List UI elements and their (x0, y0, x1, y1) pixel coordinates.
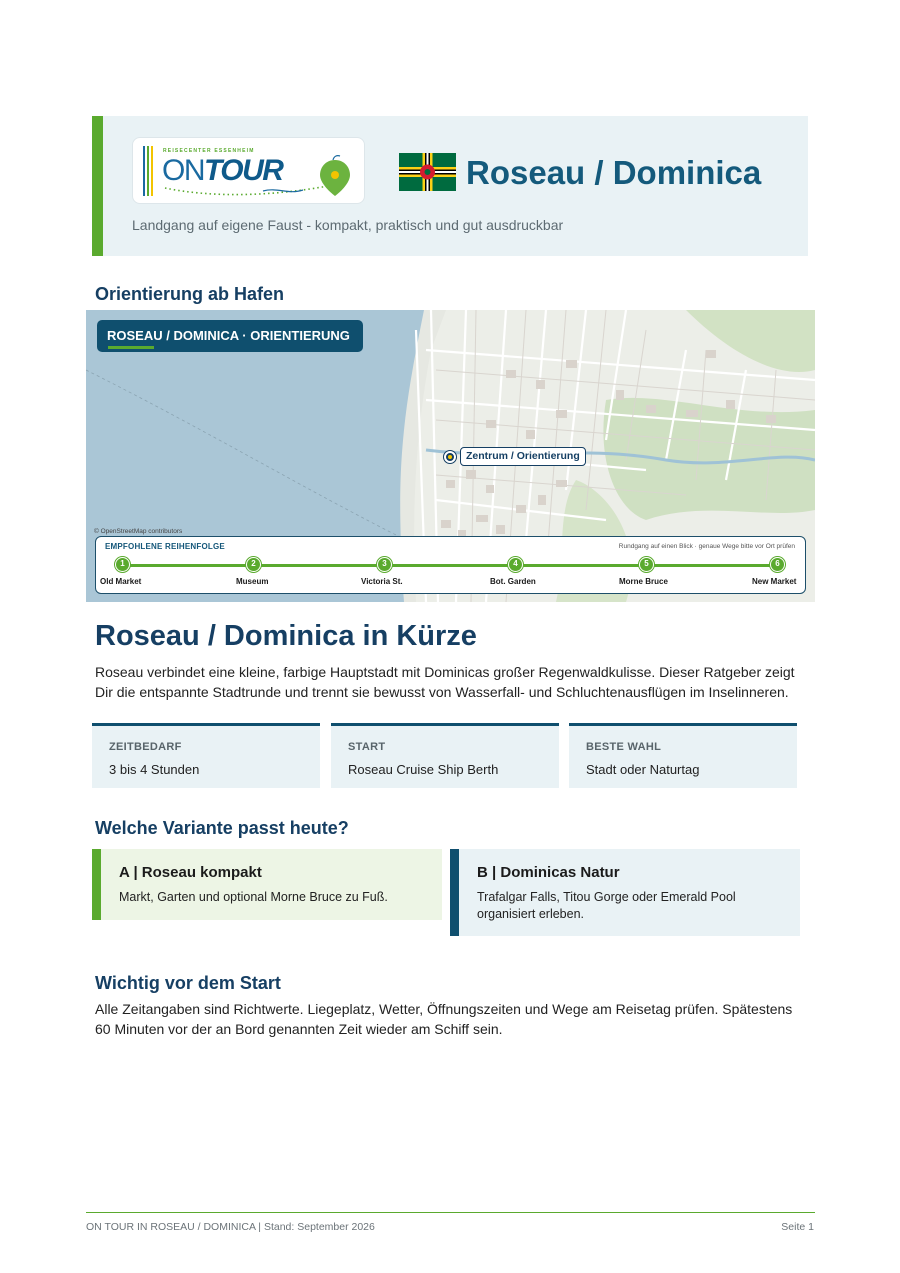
variant-title: A | Roseau kompakt (119, 864, 262, 881)
route-stop-label-2: Museum (236, 577, 269, 586)
ontour-logo (132, 137, 365, 204)
map-title-badge (97, 320, 363, 352)
map-marker-icon[interactable] (444, 451, 456, 463)
route-title: EMPFOHLENE REIHENFOLGE (105, 542, 225, 551)
fact-card-start (331, 723, 559, 788)
footer-left-text: ON TOUR IN ROSEAU / DOMINICA | Stand: September 2026 (86, 1221, 375, 1233)
route-stop-label-5: Morne Bruce (619, 577, 668, 586)
route-stop-6: 6 (770, 557, 785, 572)
orientation-map (86, 310, 815, 602)
page-title: Roseau / Dominica (466, 154, 762, 191)
route-stop-5: 5 (639, 557, 654, 572)
variant-title: B | Dominicas Natur (477, 864, 620, 881)
variant-text: Markt, Garten und optional Morne Bruce zu Fuß. (119, 890, 388, 904)
dominica-flag-icon (399, 153, 456, 191)
header-accent-bar (92, 116, 103, 256)
variant-accent-bar (450, 849, 459, 936)
route-stop-label-3: Victoria St. (361, 577, 403, 586)
fact-label: ZEITBEDARF (109, 741, 182, 753)
route-stop-4: 4 (508, 557, 523, 572)
footer-divider (86, 1212, 815, 1213)
summary-heading: Roseau / Dominica in Kürze (95, 620, 477, 652)
route-stop-label-6: New Market (752, 577, 797, 586)
route-stop-label-1: Old Market (100, 577, 142, 586)
map-marker-label: Zentrum / Orientierung (460, 447, 586, 466)
fact-value: 3 bis 4 Stunden (109, 762, 200, 777)
summary-lead: Roseau verbindet eine kleine, farbige Hauptstadt mit Dominicas großer Regenwaldkulisse. Dieser Ratgeber zeigt Dir die entspannte Stadtrunde und trennt sie bewusst von Wasserfall- und Schluchtenausflügen im Inselinneren. (95, 664, 795, 700)
fact-card-best-choice (569, 723, 797, 788)
route-line (123, 564, 778, 567)
important-heading: Wichtig vor dem Start (95, 973, 281, 993)
variant-accent-bar (92, 849, 101, 920)
map-title-text: ROSEAU / DOMINICA · ORIENTIERUNG (107, 328, 350, 343)
page-number: Seite 1 (781, 1221, 814, 1233)
header-banner (92, 116, 808, 256)
fact-label: BESTE WAHL (586, 741, 662, 753)
fact-label: START (348, 741, 386, 753)
logo-wordmark: ONTOUR (162, 154, 283, 187)
route-stop-2: 2 (246, 557, 261, 572)
fact-card-time (92, 723, 320, 788)
variant-text: Trafalgar Falls, Titou Gorge oder Emerald Pool organisiert erleben. (477, 890, 736, 921)
page-subtitle: Landgang auf eigene Faust - kompakt, praktisch und gut ausdruckbar (132, 217, 564, 233)
logo-pin-icon (317, 154, 353, 198)
logo-stripes (143, 146, 157, 196)
map-title-underline (108, 346, 154, 349)
logo-small-text: REISECENTER ESSENHEIM (163, 148, 255, 154)
variant-card-a (92, 849, 442, 920)
variant-card-b (450, 849, 800, 936)
route-note: Rundgang auf einen Blick · genaue Wege bitte vor Ort prüfen (618, 543, 795, 550)
important-text: Alle Zeitangaben sind Richtwerte. Liegeplatz, Wetter, Öffnungszeiten und Wege am Reisetag prüfen. Spätestens 60 Minuten vor der an Bord genannten Zeit wieder am Schiff sein. (95, 1001, 793, 1037)
map-attribution: © OpenStreetMap contributors (94, 528, 183, 535)
route-stop-1: 1 (115, 557, 130, 572)
route-stop-3: 3 (377, 557, 392, 572)
fact-value: Stadt oder Naturtag (586, 762, 700, 777)
variants-heading: Welche Variante passt heute? (95, 818, 349, 838)
logo-dotted-path-icon (163, 182, 333, 196)
orientation-heading: Orientierung ab Hafen (95, 284, 285, 304)
route-panel (95, 536, 806, 594)
fact-value: Roseau Cruise Ship Berth (348, 762, 499, 777)
route-stop-label-4: Bot. Garden (490, 577, 536, 586)
